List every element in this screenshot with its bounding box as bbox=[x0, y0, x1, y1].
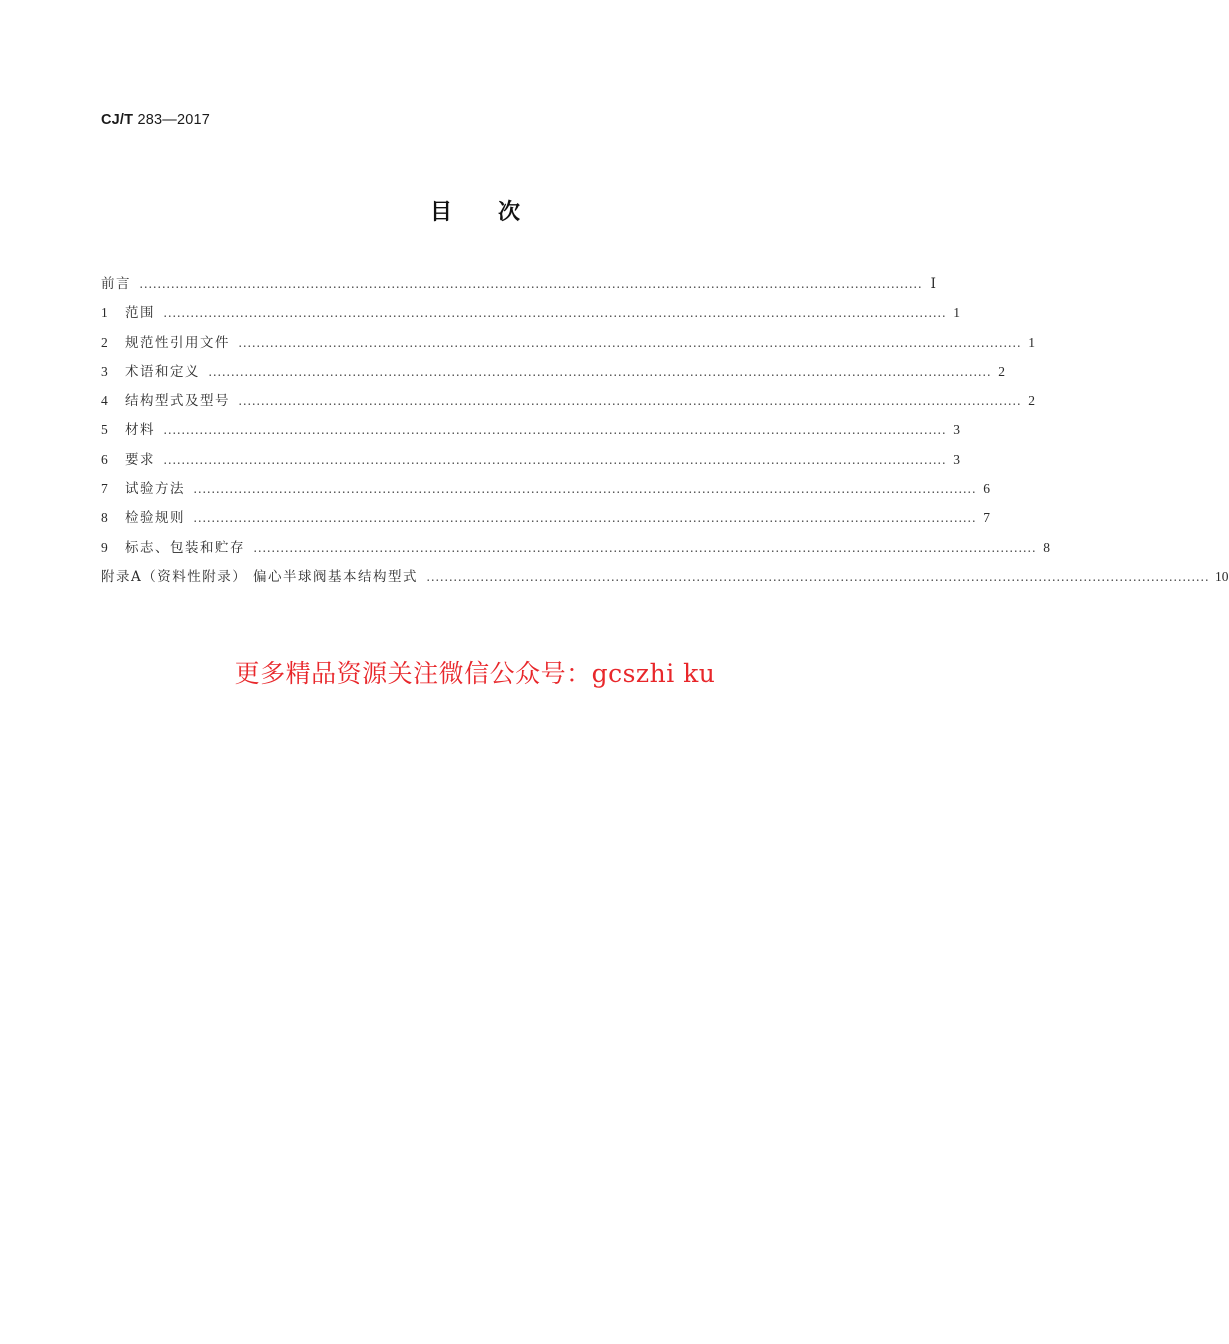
toc-leader-dots: ………………………………………………………………………………………………………………………………………………………… bbox=[238, 334, 1021, 350]
toc-leader-dots: ………………………………………………………………………………………………………………………………………………………… bbox=[193, 510, 976, 526]
toc-entry-appendix-a[interactable] bbox=[101, 565, 1229, 594]
toc-leader-dots: ………………………………………………………………………………………………………………………………………………………… bbox=[139, 276, 922, 291]
toc-entry-5[interactable] bbox=[101, 418, 960, 447]
toc-entry-label: 前言 bbox=[101, 276, 131, 292]
toc-title-char-1: 目 bbox=[429, 200, 452, 225]
toc-entry-number: 5 bbox=[101, 422, 108, 438]
toc-entry-page: 1 bbox=[953, 305, 960, 321]
toc-entry-label: 结构型式及型号 bbox=[125, 393, 230, 410]
toc-entry-4[interactable] bbox=[101, 389, 1035, 418]
toc-entry-number: 7 bbox=[101, 481, 108, 497]
toc-entry-page: 2 bbox=[1028, 393, 1035, 409]
toc-leader-dots: ………………………………………………………………………………………………………………………………………………………… bbox=[163, 305, 946, 321]
toc-entry-page: 10 bbox=[1215, 568, 1229, 584]
toc-leader-dots: ………………………………………………………………………………………………………………………………………………………… bbox=[426, 568, 1210, 584]
toc-entry-page: 7 bbox=[983, 510, 990, 526]
toc-entry-label: 检验规则 bbox=[125, 510, 185, 527]
toc-entry-number: 8 bbox=[101, 510, 108, 526]
toc-title bbox=[0, 195, 950, 226]
toc-entry-7[interactable] bbox=[101, 477, 990, 506]
toc-entry-3[interactable] bbox=[101, 360, 1005, 389]
toc-leader-dots: ………………………………………………………………………………………………………………………………………………………… bbox=[238, 393, 1021, 409]
toc-entry-number: 4 bbox=[101, 393, 108, 409]
toc-entry-page: Ⅰ bbox=[930, 276, 936, 291]
toc-entry-label: 标志、包装和贮存 bbox=[125, 539, 245, 556]
toc-entry-9[interactable] bbox=[101, 536, 1050, 565]
toc-entry-2[interactable] bbox=[101, 331, 1035, 360]
standard-code-number: 283—2017 bbox=[137, 112, 211, 128]
toc-entry-page: 6 bbox=[983, 481, 990, 497]
toc-entry-label: 规范性引用文件 bbox=[125, 334, 230, 351]
toc-entry-label: 要求 bbox=[125, 451, 155, 468]
toc-entry-page: 3 bbox=[953, 451, 960, 467]
toc-leader-dots: ………………………………………………………………………………………………………………………………………………………… bbox=[253, 539, 1036, 555]
toc-entry-number: 9 bbox=[101, 539, 108, 555]
toc-entry-number: 1 bbox=[101, 305, 108, 321]
toc-entry-page: 3 bbox=[953, 422, 960, 438]
toc-entry-label: 试验方法 bbox=[125, 481, 185, 498]
toc-entry-label: 材料 bbox=[125, 422, 155, 439]
toc-entry-number: 3 bbox=[101, 363, 108, 379]
toc-entry-page: 8 bbox=[1043, 539, 1050, 555]
table-of-contents bbox=[101, 272, 1229, 594]
toc-entry-page: 1 bbox=[1028, 334, 1035, 350]
toc-leader-dots: ………………………………………………………………………………………………………………………………………………………… bbox=[193, 481, 976, 497]
toc-entry-label: 范围 bbox=[125, 305, 155, 322]
toc-leader-dots: ………………………………………………………………………………………………………………………………………………………… bbox=[208, 363, 991, 379]
toc-entry-number: 2 bbox=[101, 334, 108, 350]
standard-code bbox=[101, 112, 210, 128]
toc-entry-preface[interactable] bbox=[101, 272, 936, 301]
toc-entry-1[interactable] bbox=[101, 301, 960, 330]
toc-entry-8[interactable] bbox=[101, 506, 990, 535]
wechat-promo-text: 更多精品资源关注微信公众号：gcszhi ku bbox=[234, 659, 716, 688]
toc-entry-label: 附录A（资料性附录） 偏心半球阀基本结构型式 bbox=[101, 568, 419, 585]
standard-code-prefix: CJ/T bbox=[101, 112, 134, 128]
toc-title-char-2: 次 bbox=[498, 200, 521, 225]
toc-entry-number: 6 bbox=[101, 451, 108, 467]
toc-entry-page: 2 bbox=[998, 363, 1005, 379]
toc-entry-6[interactable] bbox=[101, 448, 960, 477]
toc-leader-dots: ………………………………………………………………………………………………………………………………………………………… bbox=[163, 451, 946, 467]
toc-leader-dots: ………………………………………………………………………………………………………………………………………………………… bbox=[163, 422, 946, 438]
toc-entry-label: 术语和定义 bbox=[125, 363, 200, 380]
